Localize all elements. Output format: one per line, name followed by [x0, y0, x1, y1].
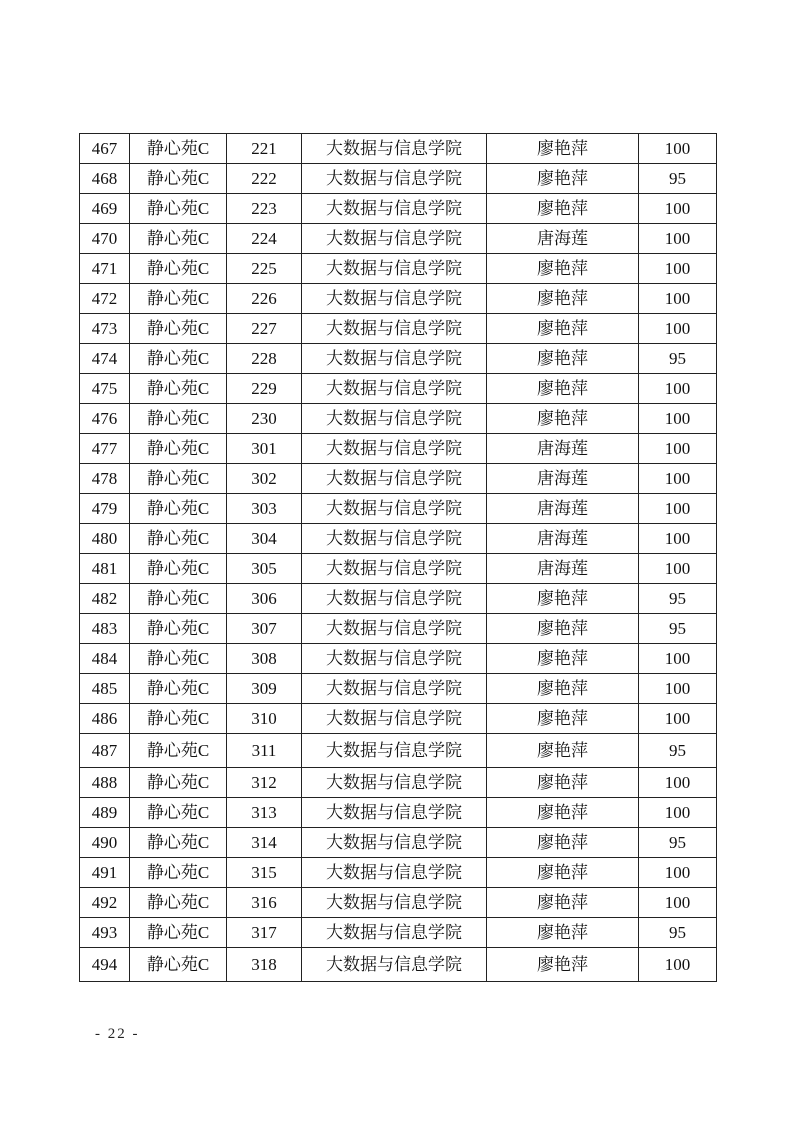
- row-number-cell: 487: [80, 734, 130, 768]
- row-number-cell: 467: [80, 134, 130, 164]
- row-number-cell: 471: [80, 254, 130, 284]
- score-cell: 95: [639, 164, 717, 194]
- row-number-cell: 493: [80, 918, 130, 948]
- row-number-cell: 488: [80, 768, 130, 798]
- building-cell: 静心苑C: [130, 314, 227, 344]
- row-number-cell: 479: [80, 494, 130, 524]
- row-number-cell: 492: [80, 888, 130, 918]
- counselor-cell: 唐海莲: [487, 524, 639, 554]
- table-row: [80, 674, 717, 704]
- college-cell: 大数据与信息学院: [302, 464, 487, 494]
- score-cell: 100: [639, 524, 717, 554]
- room-cell: 317: [227, 918, 302, 948]
- score-cell: 100: [639, 494, 717, 524]
- room-cell: 223: [227, 194, 302, 224]
- building-cell: 静心苑C: [130, 344, 227, 374]
- college-cell: 大数据与信息学院: [302, 254, 487, 284]
- college-cell: 大数据与信息学院: [302, 314, 487, 344]
- table-row: [80, 614, 717, 644]
- room-cell: 315: [227, 858, 302, 888]
- college-cell: 大数据与信息学院: [302, 584, 487, 614]
- building-cell: 静心苑C: [130, 404, 227, 434]
- score-cell: 95: [639, 344, 717, 374]
- building-cell: 静心苑C: [130, 704, 227, 734]
- counselor-cell: 唐海莲: [487, 464, 639, 494]
- table-row: [80, 554, 717, 584]
- college-cell: 大数据与信息学院: [302, 404, 487, 434]
- room-cell: 318: [227, 948, 302, 982]
- score-cell: 95: [639, 918, 717, 948]
- counselor-cell: 唐海莲: [487, 554, 639, 584]
- room-cell: 311: [227, 734, 302, 768]
- row-number-cell: 468: [80, 164, 130, 194]
- building-cell: 静心苑C: [130, 948, 227, 982]
- building-cell: 静心苑C: [130, 858, 227, 888]
- counselor-cell: 廖艳萍: [487, 284, 639, 314]
- row-number-cell: 482: [80, 584, 130, 614]
- college-cell: 大数据与信息学院: [302, 704, 487, 734]
- table-row: [80, 524, 717, 554]
- table-row: [80, 134, 717, 164]
- building-cell: 静心苑C: [130, 494, 227, 524]
- counselor-cell: 廖艳萍: [487, 734, 639, 768]
- room-cell: 224: [227, 224, 302, 254]
- counselor-cell: 廖艳萍: [487, 798, 639, 828]
- college-cell: 大数据与信息学院: [302, 734, 487, 768]
- score-cell: 100: [639, 554, 717, 584]
- room-cell: 229: [227, 374, 302, 404]
- row-number-cell: 491: [80, 858, 130, 888]
- building-cell: 静心苑C: [130, 224, 227, 254]
- building-cell: 静心苑C: [130, 554, 227, 584]
- table-row: [80, 494, 717, 524]
- room-cell: 227: [227, 314, 302, 344]
- counselor-cell: 廖艳萍: [487, 674, 639, 704]
- score-cell: 100: [639, 404, 717, 434]
- college-cell: 大数据与信息学院: [302, 888, 487, 918]
- building-cell: 静心苑C: [130, 284, 227, 314]
- college-cell: 大数据与信息学院: [302, 554, 487, 584]
- college-cell: 大数据与信息学院: [302, 494, 487, 524]
- table-row: [80, 858, 717, 888]
- college-cell: 大数据与信息学院: [302, 768, 487, 798]
- table-row: [80, 344, 717, 374]
- room-cell: 310: [227, 704, 302, 734]
- room-cell: 225: [227, 254, 302, 284]
- score-cell: 100: [639, 134, 717, 164]
- row-number-cell: 494: [80, 948, 130, 982]
- room-cell: 221: [227, 134, 302, 164]
- counselor-cell: 廖艳萍: [487, 584, 639, 614]
- building-cell: 静心苑C: [130, 828, 227, 858]
- score-cell: 100: [639, 888, 717, 918]
- building-cell: 静心苑C: [130, 734, 227, 768]
- college-cell: 大数据与信息学院: [302, 948, 487, 982]
- score-cell: 100: [639, 254, 717, 284]
- college-cell: 大数据与信息学院: [302, 828, 487, 858]
- row-number-cell: 485: [80, 674, 130, 704]
- college-cell: 大数据与信息学院: [302, 194, 487, 224]
- table-row: [80, 404, 717, 434]
- room-cell: 230: [227, 404, 302, 434]
- room-cell: 312: [227, 768, 302, 798]
- score-cell: 95: [639, 584, 717, 614]
- college-cell: 大数据与信息学院: [302, 524, 487, 554]
- row-number-cell: 478: [80, 464, 130, 494]
- counselor-cell: 唐海莲: [487, 224, 639, 254]
- room-cell: 301: [227, 434, 302, 464]
- counselor-cell: 廖艳萍: [487, 858, 639, 888]
- score-cell: 100: [639, 194, 717, 224]
- room-cell: 304: [227, 524, 302, 554]
- college-cell: 大数据与信息学院: [302, 434, 487, 464]
- college-cell: 大数据与信息学院: [302, 614, 487, 644]
- college-cell: 大数据与信息学院: [302, 674, 487, 704]
- college-cell: 大数据与信息学院: [302, 858, 487, 888]
- row-number-cell: 476: [80, 404, 130, 434]
- table-row: [80, 918, 717, 948]
- building-cell: 静心苑C: [130, 888, 227, 918]
- dormitory-score-table: [79, 133, 717, 982]
- building-cell: 静心苑C: [130, 164, 227, 194]
- building-cell: 静心苑C: [130, 584, 227, 614]
- score-cell: 100: [639, 314, 717, 344]
- row-number-cell: 484: [80, 644, 130, 674]
- row-number-cell: 474: [80, 344, 130, 374]
- building-cell: 静心苑C: [130, 644, 227, 674]
- college-cell: 大数据与信息学院: [302, 374, 487, 404]
- row-number-cell: 469: [80, 194, 130, 224]
- table-row: [80, 584, 717, 614]
- row-number-cell: 490: [80, 828, 130, 858]
- page-number: - 22 -: [95, 1026, 140, 1042]
- counselor-cell: 廖艳萍: [487, 164, 639, 194]
- room-cell: 314: [227, 828, 302, 858]
- building-cell: 静心苑C: [130, 768, 227, 798]
- table-row: [80, 374, 717, 404]
- score-cell: 100: [639, 858, 717, 888]
- counselor-cell: 廖艳萍: [487, 194, 639, 224]
- score-cell: 100: [639, 768, 717, 798]
- room-cell: 306: [227, 584, 302, 614]
- score-cell: 100: [639, 464, 717, 494]
- room-cell: 222: [227, 164, 302, 194]
- room-cell: 313: [227, 798, 302, 828]
- row-number-cell: 489: [80, 798, 130, 828]
- score-cell: 100: [639, 674, 717, 704]
- table-row: [80, 768, 717, 798]
- score-cell: 100: [639, 948, 717, 982]
- table-row: [80, 254, 717, 284]
- room-cell: 302: [227, 464, 302, 494]
- college-cell: 大数据与信息学院: [302, 134, 487, 164]
- building-cell: 静心苑C: [130, 134, 227, 164]
- counselor-cell: 廖艳萍: [487, 404, 639, 434]
- table-row: [80, 798, 717, 828]
- row-number-cell: 470: [80, 224, 130, 254]
- counselor-cell: 廖艳萍: [487, 344, 639, 374]
- score-cell: 100: [639, 284, 717, 314]
- row-number-cell: 473: [80, 314, 130, 344]
- table-row: [80, 948, 717, 982]
- score-cell: 95: [639, 828, 717, 858]
- room-cell: 303: [227, 494, 302, 524]
- room-cell: 309: [227, 674, 302, 704]
- college-cell: 大数据与信息学院: [302, 644, 487, 674]
- score-cell: 100: [639, 704, 717, 734]
- building-cell: 静心苑C: [130, 524, 227, 554]
- counselor-cell: 廖艳萍: [487, 374, 639, 404]
- row-number-cell: 481: [80, 554, 130, 584]
- row-number-cell: 483: [80, 614, 130, 644]
- counselor-cell: 唐海莲: [487, 434, 639, 464]
- table-row: [80, 464, 717, 494]
- counselor-cell: 廖艳萍: [487, 644, 639, 674]
- counselor-cell: 廖艳萍: [487, 918, 639, 948]
- counselor-cell: 廖艳萍: [487, 948, 639, 982]
- table-row: [80, 194, 717, 224]
- score-cell: 100: [639, 798, 717, 828]
- table-row: [80, 734, 717, 768]
- college-cell: 大数据与信息学院: [302, 918, 487, 948]
- table-row: [80, 828, 717, 858]
- counselor-cell: 廖艳萍: [487, 254, 639, 284]
- row-number-cell: 480: [80, 524, 130, 554]
- row-number-cell: 477: [80, 434, 130, 464]
- college-cell: 大数据与信息学院: [302, 224, 487, 254]
- table-body: [80, 134, 717, 982]
- counselor-cell: 廖艳萍: [487, 888, 639, 918]
- building-cell: 静心苑C: [130, 674, 227, 704]
- counselor-cell: 廖艳萍: [487, 768, 639, 798]
- counselor-cell: 廖艳萍: [487, 828, 639, 858]
- room-cell: 226: [227, 284, 302, 314]
- table-row: [80, 164, 717, 194]
- counselor-cell: 唐海莲: [487, 494, 639, 524]
- table-row: [80, 224, 717, 254]
- building-cell: 静心苑C: [130, 194, 227, 224]
- score-cell: 100: [639, 644, 717, 674]
- building-cell: 静心苑C: [130, 434, 227, 464]
- counselor-cell: 廖艳萍: [487, 314, 639, 344]
- building-cell: 静心苑C: [130, 254, 227, 284]
- row-number-cell: 472: [80, 284, 130, 314]
- table-row: [80, 434, 717, 464]
- college-cell: 大数据与信息学院: [302, 798, 487, 828]
- room-cell: 316: [227, 888, 302, 918]
- table-row: [80, 704, 717, 734]
- building-cell: 静心苑C: [130, 374, 227, 404]
- score-cell: 100: [639, 224, 717, 254]
- counselor-cell: 廖艳萍: [487, 704, 639, 734]
- table-row: [80, 888, 717, 918]
- table-row: [80, 314, 717, 344]
- room-cell: 308: [227, 644, 302, 674]
- college-cell: 大数据与信息学院: [302, 344, 487, 374]
- score-cell: 95: [639, 734, 717, 768]
- building-cell: 静心苑C: [130, 918, 227, 948]
- room-cell: 307: [227, 614, 302, 644]
- building-cell: 静心苑C: [130, 464, 227, 494]
- score-cell: 95: [639, 614, 717, 644]
- room-cell: 305: [227, 554, 302, 584]
- row-number-cell: 486: [80, 704, 130, 734]
- building-cell: 静心苑C: [130, 798, 227, 828]
- building-cell: 静心苑C: [130, 614, 227, 644]
- score-cell: 100: [639, 434, 717, 464]
- college-cell: 大数据与信息学院: [302, 284, 487, 314]
- score-cell: 100: [639, 374, 717, 404]
- row-number-cell: 475: [80, 374, 130, 404]
- table-row: [80, 284, 717, 314]
- college-cell: 大数据与信息学院: [302, 164, 487, 194]
- room-cell: 228: [227, 344, 302, 374]
- counselor-cell: 廖艳萍: [487, 134, 639, 164]
- counselor-cell: 廖艳萍: [487, 614, 639, 644]
- table-row: [80, 644, 717, 674]
